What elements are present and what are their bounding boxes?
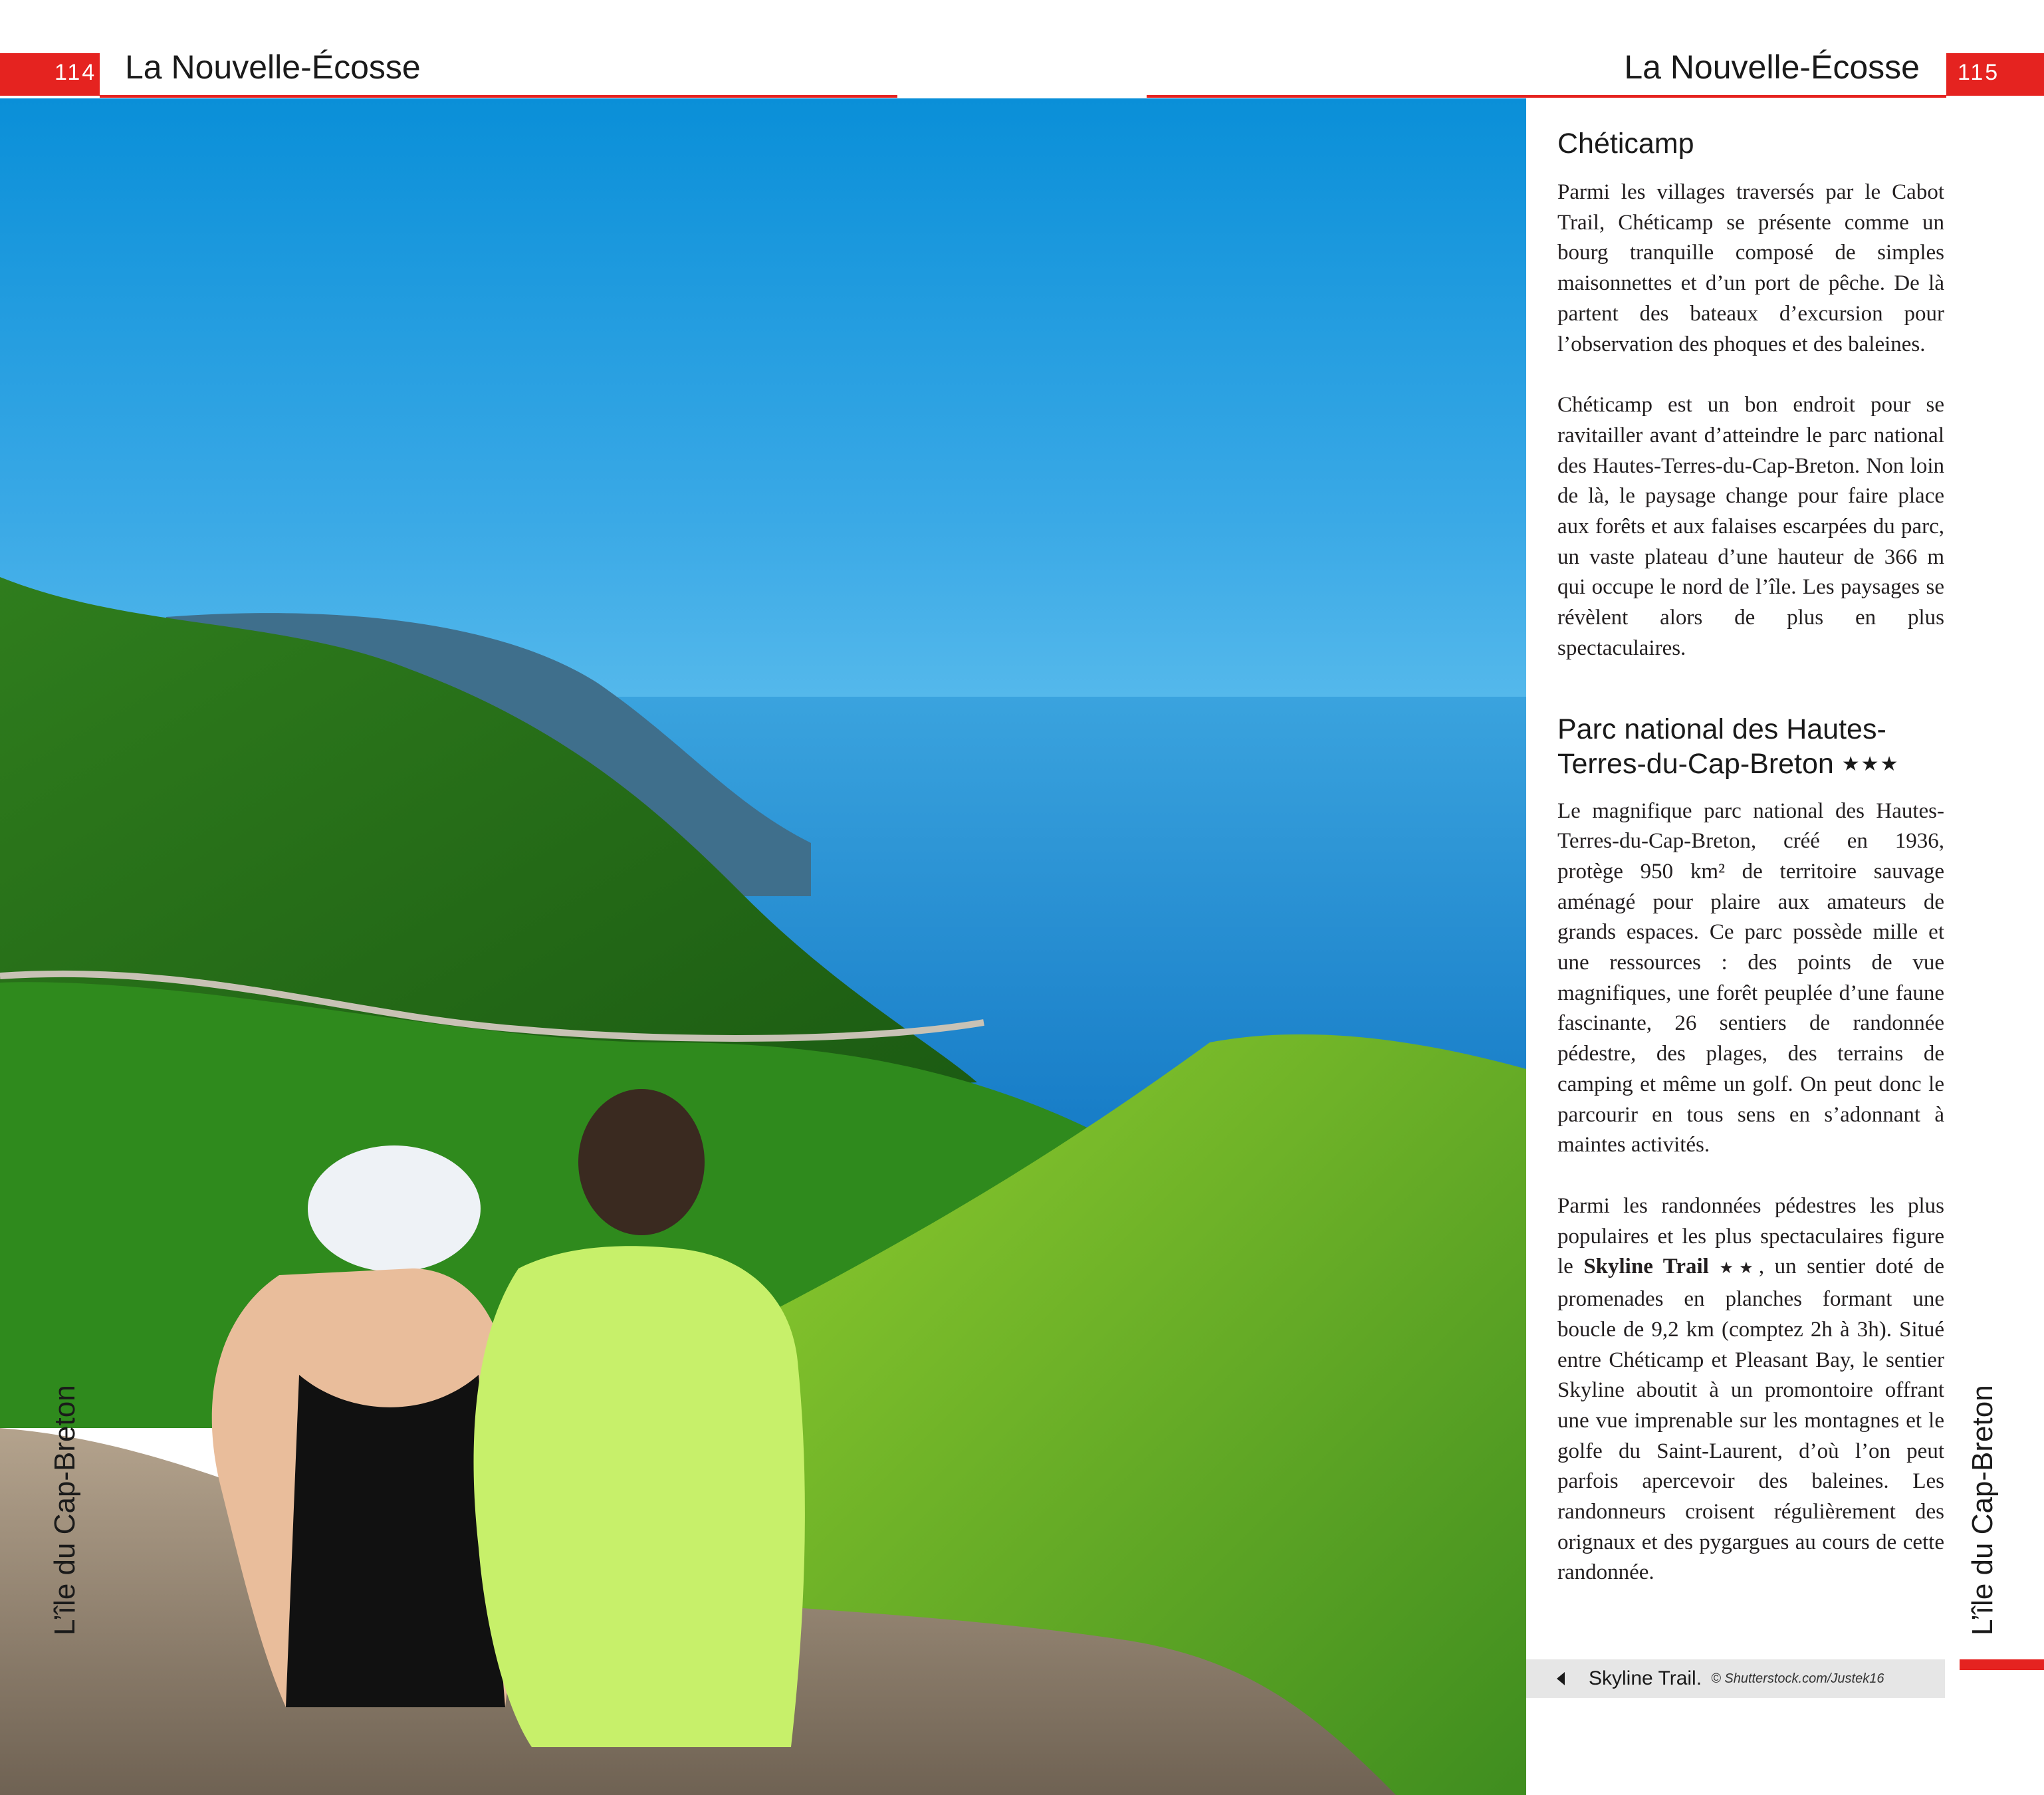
right-running-title: La Nouvelle-Écosse bbox=[1624, 49, 1920, 86]
left-running-title: La Nouvelle-Écosse bbox=[125, 49, 421, 86]
caption-arrow-icon bbox=[1557, 1672, 1565, 1685]
caption-credit: © Shutterstock.com/Justek16 bbox=[1711, 1671, 1884, 1686]
skyline-rating-stars: ★★ bbox=[1719, 1260, 1759, 1278]
right-side-tab: L’île du Cap-Breton bbox=[1966, 1385, 1999, 1635]
section-heading-parc bbox=[1557, 712, 1944, 782]
photo-caption bbox=[1526, 1659, 1945, 1698]
landscape-illustration bbox=[0, 98, 1526, 1795]
caption-text: Skyline Trail. bbox=[1589, 1667, 1702, 1689]
skyline-trail-name: Skyline Trail bbox=[1583, 1255, 1709, 1279]
right-page-number: 115 bbox=[1958, 60, 2000, 85]
skyline-trail-photo bbox=[0, 98, 1526, 1795]
left-side-tab: L’île du Cap-Breton bbox=[49, 1385, 81, 1635]
p2-text-after: , un sentier doté de promenades en planches formant une boucle de 9,2 km (comptez 2h à 3h). Situé entre Chéticamp et Pleasant Bay, le sentier Skyline aboutit à un promontoire offrant une vue imprenable sur les montagnes et le golfe du Saint-Laurent, d’où l’on peut parfois apercevoir des baleines. Les randonneurs croisent régulièrement des orignaux et des pygargues au cours de cette randonnée. bbox=[1557, 1255, 1944, 1585]
right-side-marker bbox=[1960, 1659, 2044, 1670]
parc-paragraph-1: Le magnifique parc national des Hautes-Terres-du-Cap-Breton, créé en 1936, protège 950 km² de territoire sauvage aménagé pour plaire aux amateurs de grands espaces. Ce parc possède mille et une ressources : des points de vue magnifiques, une forêt peuplée d’une faune fascinante, 26 sentiers de randonnée pédestre, des plages, des terrains de camping et même un golf. On peut donc le parcourir en tous sens en s’adonnant à maintes activités. bbox=[1557, 798, 1944, 1157]
article-column bbox=[1557, 126, 1944, 1588]
left-page-number: 114 bbox=[55, 60, 97, 85]
cheticamp-paragraph-1: Parmi les villages traversés par le Cabot Trail, Chéticamp se présente comme un bourg tranquille composé de simples maisonnettes et d’un port de pêche. De là partent des bateaux d’excursion pour l’observation des phoques et des baleines. bbox=[1557, 180, 1944, 356]
parc-heading-text: Parc national des Hautes-Terres-du-Cap-Breton bbox=[1557, 713, 1886, 780]
left-header-rule bbox=[100, 95, 897, 98]
section-heading-cheticamp: Chéticamp bbox=[1557, 128, 1694, 160]
p2-text-before: Parmi les randonnées pédestres les plus populaires et les plus spectaculaires figure le bbox=[1557, 1193, 1944, 1279]
rating-stars: ★★★ bbox=[1841, 753, 1900, 775]
right-header-rule bbox=[1147, 95, 1946, 98]
cheticamp-paragraph-2: Chéticamp est un bon endroit pour se ravitailler avant d’atteindre le parc national des Hautes-Terres-du-Cap-Breton. Non loin de là, le paysage change pour faire place aux forêts et aux falaises escarpées du parc, un vaste plateau d’une hauteur de 366 m qui occupe le nord de l’île. Les paysages se révèlent alors de plus en plus spectaculaires. bbox=[1557, 393, 1944, 660]
parc-paragraph-2 bbox=[1557, 1191, 1944, 1588]
